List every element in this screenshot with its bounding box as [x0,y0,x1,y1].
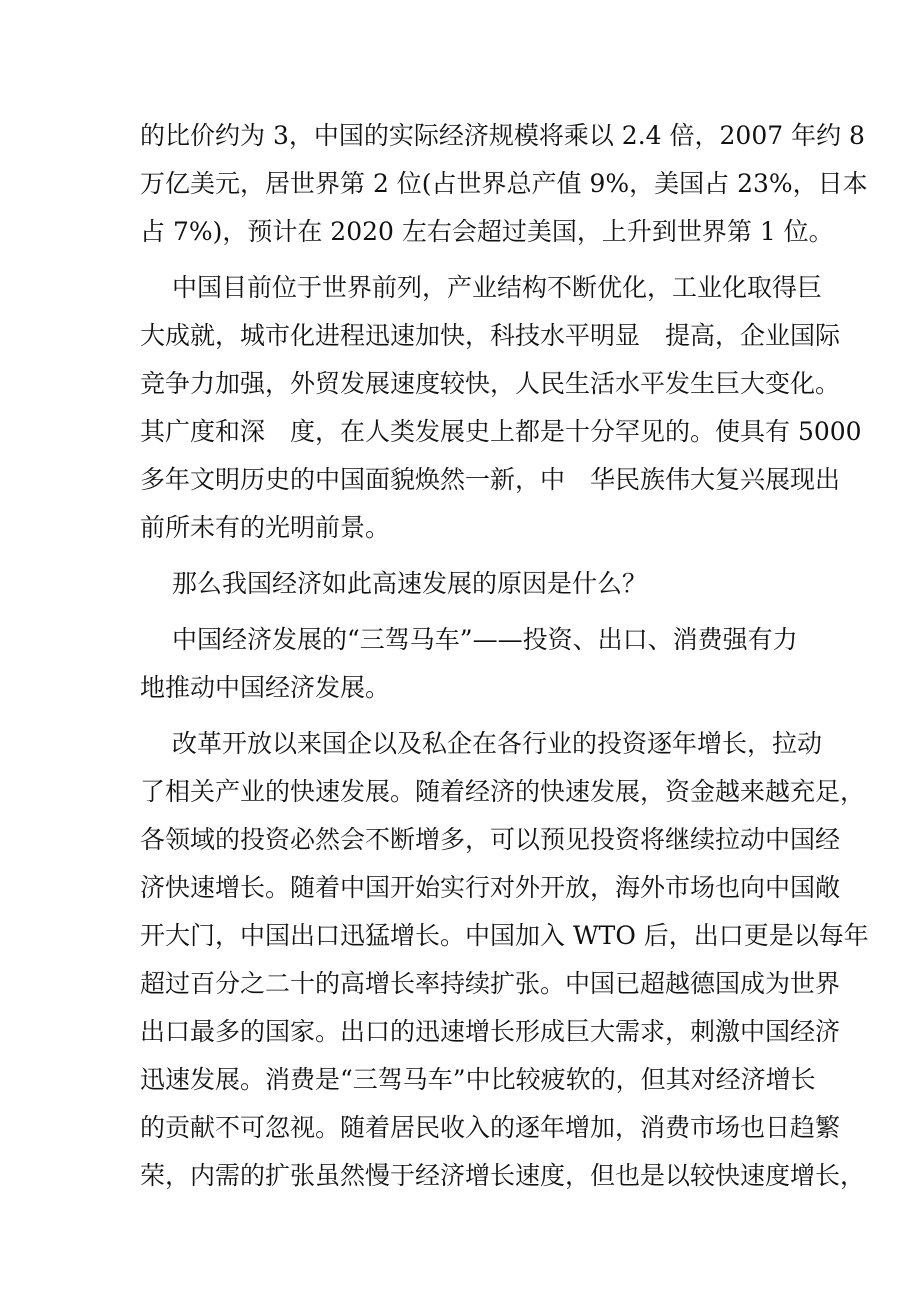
text-line: 那么我国经济如此高速发展的原因是什么？ [172,569,648,598]
text-line: 超过百分之二十的高增长率持续扩张。中国已超越德国成为世界 [140,969,841,998]
text-line: 济快速增长。随着中国开始实行对外开放，海外市场也向中国敞 [140,873,841,902]
text-line: 中国经济发展的“三驾马车”——投资、出口、消费强有力 [172,625,798,654]
text-line: 的比价约为 3，中国的实际经济规模将乘以 2.4 倍，2007 年约 8 [140,121,865,150]
text-line: 地推动中国经济发展。 [140,673,391,702]
paragraph [140,112,868,256]
text-line: 的贡献不可忽视。随着居民收入的逐年增加，消费市场也日趋繁 [140,1113,841,1142]
text-line: 其广度和深 度，在人类发展史上都是十分罕见的。使具有 5000 [140,417,862,446]
text-line: 出口最多的国家。出口的迅速增长形成巨大需求，刺激中国经济 [140,1017,841,1046]
text-line: 了相关产业的快速发展。随着经济的快速发展，资金越来越充足， [140,777,866,806]
text-line: 前所未有的光明前景。 [140,513,391,542]
paragraph-gap [140,608,790,616]
text-line: 中国目前位于世界前列，产业结构不断优化，工业化取得巨 [172,273,823,302]
text-line: 万亿美元，居世界第 2 位(占世界总产值 9%，美国占 23%，日本 [140,169,868,198]
text-line: 迅速发展。消费是“三驾马车”中比较疲软的，但其对经济增长 [140,1065,816,1094]
text-line: 改革开放以来国企以及私企在各行业的投资逐年增长，拉动 [172,729,823,758]
paragraph [140,720,869,1200]
text-line: 竞争力加强，外贸发展速度较快，人民生活水平发生巨大变化。 [140,369,841,398]
paragraph [140,616,798,712]
paragraph [140,264,862,552]
text-line: 各领域的投资必然会不断增多，可以预见投资将继续拉动中国经 [140,825,841,854]
text-line: 大成就，城市化进程迅速加快，科技水平明显 提高，企业国际 [140,321,841,350]
text-line: 占 7%)，预计在 2020 左右会超过美国，上升到世界第 1 位。 [140,217,834,246]
document-body [140,112,869,1200]
paragraph-gap [140,712,790,720]
text-line: 荣，内需的扩张虽然慢于经济增长速度，但也是以较快速度增长， [140,1161,866,1190]
paragraph-gap [140,256,790,264]
paragraph-gap [140,552,790,560]
text-line: 多年文明历史的中国面貌焕然一新，中 华民族伟大复兴展现出 [140,465,841,494]
paragraph [140,560,790,608]
text-line: 开大门，中国出口迅猛增长。中国加入 WTO 后，出口更是以每年 [140,921,869,950]
